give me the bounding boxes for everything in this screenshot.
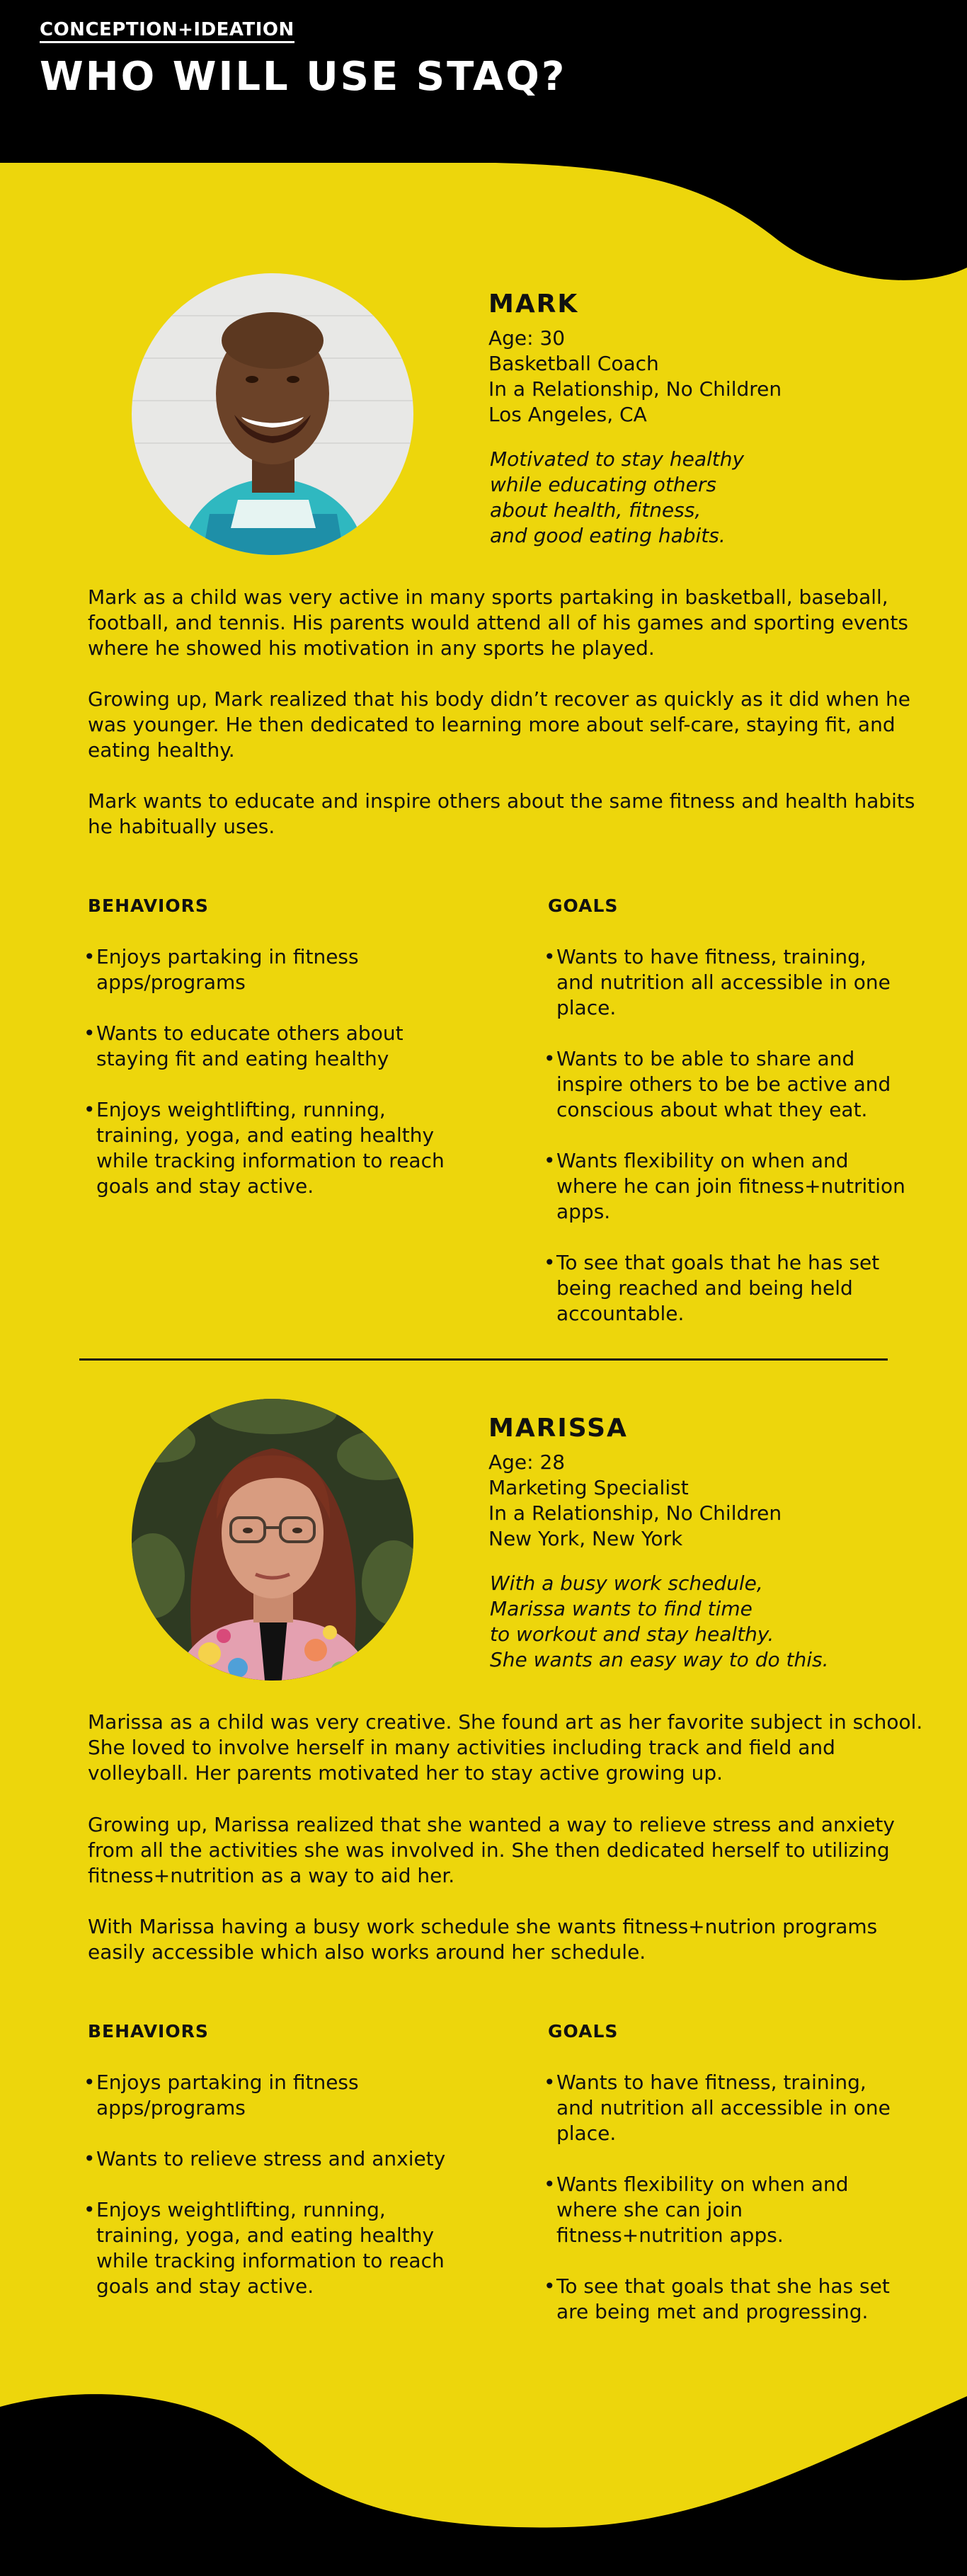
persona-location: Los Angeles, CA <box>488 403 647 426</box>
bio-paragraph: Mark as a child was very active in many sports partaking in basketball, baseball, football, and tennis. His parents would attend all of his games and sporting events where he showed his motivation in any sports he played. <box>88 585 908 660</box>
list-item: • Wants flexibility on when and where he can join fitness+nutrition apps. <box>548 1148 909 1225</box>
persona-location: New York, New York <box>488 1527 683 1550</box>
persona-name: MARK <box>488 290 579 319</box>
persona-age: Age: 28 <box>488 1450 566 1474</box>
list-item: • Enjoys partaking in fitness apps/programs <box>88 2070 449 2121</box>
list-item: • Enjoys partaking in fitness apps/programs <box>88 944 449 995</box>
list-item: • Enjoys weightlifting, running, training, yoga, and eating healthy while tracking information to reach goals and stay active. <box>88 1097 449 1199</box>
persona-occupation: Basketball Coach <box>488 352 659 375</box>
list-item: • Enjoys weightlifting, running, training, yoga, and eating healthy while tracking information to reach goals and stay active. <box>88 2197 449 2299</box>
persona-quote <box>490 1571 929 1673</box>
section-kicker: CONCEPTION+IDEATION <box>40 18 294 43</box>
quote-line: Motivated to stay healthy <box>490 447 745 471</box>
quote-line: With a busy work schedule, <box>490 1572 763 1595</box>
goals-heading: GOALS <box>548 2021 619 2042</box>
bottom-black-wave <box>0 2394 967 2576</box>
persona-name: MARISSA <box>488 1414 628 1443</box>
quote-line: to workout and stay healthy. <box>490 1622 774 1646</box>
persona-relationship: In a Relationship, No Children <box>488 1501 782 1525</box>
mark-portrait <box>132 273 413 555</box>
bio-paragraph: Marissa as a child was very creative. She found art as her favorite subject in school. She loved to involve herself in many activities including track and field and volleyball. Her parents motivated her to stay active growing up. <box>88 1710 923 1785</box>
goals-list <box>548 2070 909 2350</box>
list-item: • Wants to educate others about staying fit and eating healthy <box>88 1021 449 1072</box>
persona-relationship: In a Relationship, No Children <box>488 377 782 401</box>
quote-line: and good eating habits. <box>490 524 726 547</box>
persona-age: Age: 30 <box>488 326 566 350</box>
bio-paragraph: Mark wants to educate and inspire others about the same fitness and health habits he habitually uses. <box>88 789 915 838</box>
marissa-portrait <box>132 1399 413 1681</box>
list-item: • Wants to be able to share and inspire others to be be active and conscious about what they eat. <box>548 1046 909 1123</box>
list-item: • Wants flexibility on when and where she can join fitness+nutrition apps. <box>548 2172 909 2248</box>
quote-line: about health, fitness, <box>490 498 702 522</box>
list-item: • Wants to have fitness, training, and nutrition all accessible in one place. <box>548 944 909 1021</box>
page-title: WHO WILL USE STAQ? <box>40 54 567 100</box>
behaviors-heading: BEHAVIORS <box>88 2021 209 2042</box>
list-item: • To see that goals that he has set being reached and being held accountable. <box>548 1250 909 1327</box>
goals-heading: GOALS <box>548 895 619 916</box>
bio-paragraph: With Marissa having a busy work schedule she wants fitness+nutrion programs easily accessible which also works around her schedule. <box>88 1915 878 1964</box>
list-item: • Wants to relieve stress and anxiety <box>88 2146 449 2172</box>
list-item: • To see that goals that she has set are being met and progressing. <box>548 2274 909 2325</box>
list-item: • Wants to have fitness, training, and nutrition all accessible in one place. <box>548 2070 909 2146</box>
bio-paragraph: Growing up, Marissa realized that she wanted a way to relieve stress and anxiety from all the activities she was involved in. She then dedicated herself to utilizing fitness+nutrition as a way to aid her. <box>88 1813 895 1887</box>
quote-line: Marissa wants to find time <box>490 1597 753 1620</box>
quote-line: while educating others <box>490 473 716 496</box>
bio-paragraph: Growing up, Mark realized that his body didn’t recover as quickly as it did when he was younger. He then dedicated to learning more about self-care, staying fit, and eating healthy. <box>88 687 910 762</box>
persona-quote <box>490 447 886 549</box>
section-divider <box>79 1358 888 1361</box>
quote-line: She wants an easy way to do this. <box>490 1648 829 1671</box>
behaviors-list <box>88 2070 449 2325</box>
goals-list <box>548 944 909 1352</box>
behaviors-list <box>88 944 449 1225</box>
persona-occupation: Marketing Specialist <box>488 1476 689 1499</box>
behaviors-heading: BEHAVIORS <box>88 895 209 916</box>
